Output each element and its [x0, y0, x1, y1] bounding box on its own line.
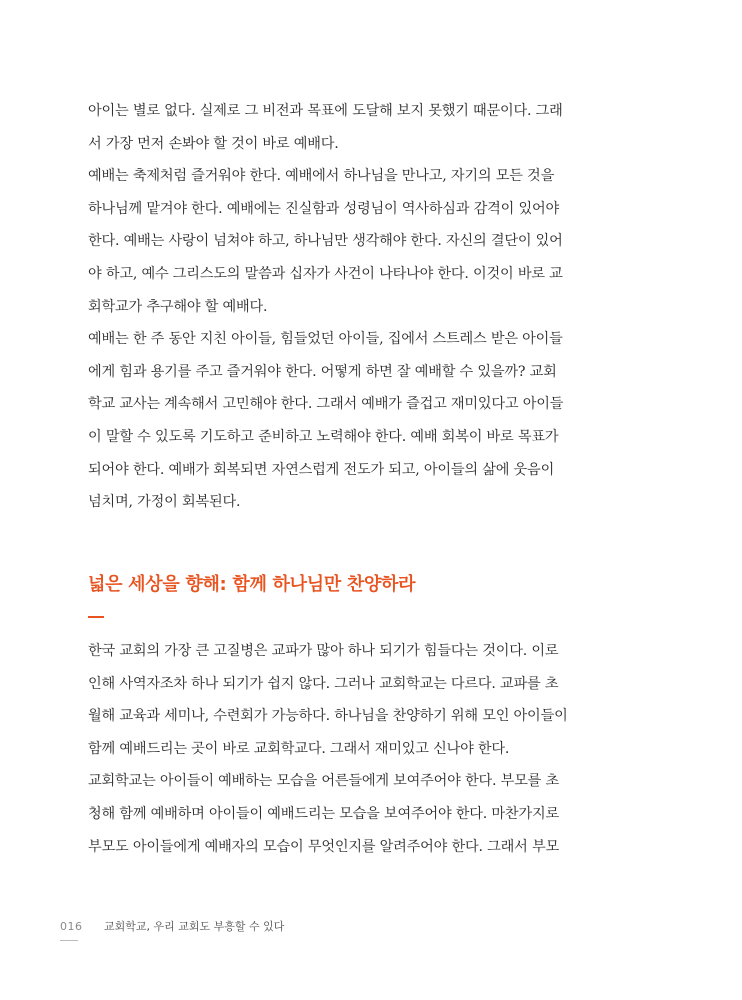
text-line: 함께 예배드리는 곳이 바로 교회학교다. 그래서 재미있고 신나야 한다.: [88, 740, 510, 757]
footer-rule: [60, 940, 78, 941]
text-line: 한국 교회의 가장 큰 고질병은 교파가 많아 하나 되기가 힘들다는 것이다. 이로: [88, 643, 559, 659]
text-line: 야 하고, 예수 그리스도의 말씀과 십자가 사건이 나타나야 한다. 이것이 바로 교: [88, 265, 563, 282]
page-footer: [60, 918, 284, 934]
text-line: 교회학교는 아이들이 예배하는 모습을 어른들에게 보여주어야 한다. 부모를 초: [88, 773, 559, 790]
text-line: 예배는 축제처럼 즐거워야 한다. 예배에서 하나님을 만나고, 자기의 모든 것을: [88, 168, 555, 185]
text-line: 부모도 아이들에게 예배자의 모습이 무엇인지를 알려주어야 한다. 그래서 부모: [88, 838, 559, 855]
text-line: 청해 함께 예배하며 아이들이 예배드리는 모습을 보여주어야 한다. 마찬가지로: [88, 805, 559, 822]
text-line: 이 말할 수 있도록 기도하고 준비하고 노력해야 한다. 예배 회복이 바로 목표가: [88, 428, 559, 445]
page-number: 016: [60, 920, 83, 933]
text-line: 인해 사역자조차 하나 되기가 쉽지 않다. 그러나 교회학교는 다르다. 교파를 초: [88, 675, 559, 692]
text-line: 에게 힘과 용기를 주고 즐거워야 한다. 어떻게 하면 잘 예배할 수 있을까? 교회: [88, 363, 557, 380]
running-title: 교회학교, 우리 교회도 부흥할 수 있다: [104, 920, 285, 933]
text-line: 서 가장 먼저 손봐야 할 것이 바로 예배다.: [88, 135, 339, 152]
section-heading: 넓은 세상을 향해: 함께 하나님만 찬양하라: [88, 574, 416, 595]
body-text-bottom: [88, 635, 612, 863]
text-line: 회학교가 추구해야 할 예배다.: [88, 298, 268, 315]
text-line: 한다. 예배는 사랑이 넘쳐야 하고, 하나님만 생각해야 한다. 자신의 결단이 있어: [88, 233, 563, 250]
text-line: 하나님께 맡겨야 한다. 예배에는 진실함과 성령님이 역사하심과 감격이 있어야: [88, 200, 559, 217]
text-line: 예배는 한 주 동안 지친 아이들, 힘들었던 아이들, 집에서 스트레스 받은 아이들: [88, 331, 563, 348]
body-text-top: [88, 95, 612, 519]
heading-underline: [88, 616, 104, 618]
text-line: 월해 교육과 세미나, 수련회가 가능하다. 하나님을 찬양하기 위해 모인 아이들이: [88, 708, 568, 725]
text-line: 아이는 별로 없다. 실제로 그 비전과 목표에 도달해 보지 못했기 때문이다. 그래: [88, 103, 563, 119]
text-line: 학교 교사는 계속해서 고민해야 한다. 그래서 예배가 즐겁고 재미있다고 아이들: [88, 396, 564, 413]
text-line: 되어야 한다. 예배가 회복되면 자연스럽게 전도가 되고, 아이들의 삶에 웃음이: [88, 461, 555, 478]
text-line: 넘치며, 가정이 회복된다.: [88, 494, 241, 511]
